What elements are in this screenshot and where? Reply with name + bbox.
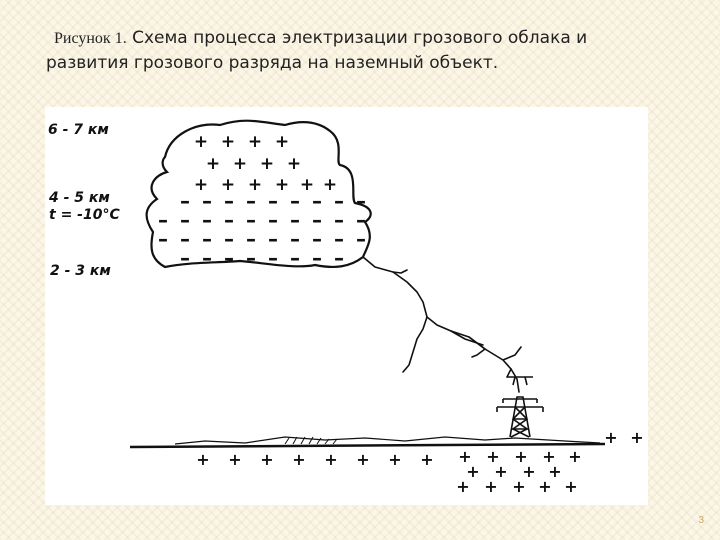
altitude-label-bottom: 2 - 3 км bbox=[50, 263, 111, 279]
negative-charge: – bbox=[246, 208, 256, 232]
figure-label: Рисунок 1. bbox=[54, 30, 127, 47]
positive-charge: + bbox=[274, 175, 290, 195]
negative-charge: – bbox=[202, 189, 212, 213]
positive-charge-ground: + bbox=[548, 462, 562, 481]
positive-charge: + bbox=[220, 132, 236, 152]
negative-charge: – bbox=[158, 208, 168, 232]
positive-charge: + bbox=[259, 154, 275, 174]
page-number: 3 bbox=[698, 515, 704, 526]
negative-charge: – bbox=[224, 208, 234, 232]
positive-charge-ground: + bbox=[324, 450, 338, 469]
negative-charge: – bbox=[290, 208, 300, 232]
positive-charge-ground: + bbox=[228, 450, 242, 469]
figure-caption bbox=[46, 26, 666, 76]
negative-charge: – bbox=[334, 246, 344, 270]
altitude-label-mid: 4 - 5 км bbox=[49, 190, 110, 206]
positive-charge-ground: + bbox=[356, 450, 370, 469]
positive-charge: + bbox=[193, 132, 209, 152]
negative-charge: – bbox=[290, 246, 300, 270]
positive-charge-ground: + bbox=[292, 450, 306, 469]
negative-charge: – bbox=[334, 189, 344, 213]
negative-charge: – bbox=[312, 246, 322, 270]
negative-charge: – bbox=[158, 227, 168, 251]
negative-charge: – bbox=[312, 208, 322, 232]
negative-charge: – bbox=[312, 189, 322, 213]
positive-charge-ground: + bbox=[542, 447, 556, 466]
positive-charge-ground: + bbox=[388, 450, 402, 469]
negative-charge: – bbox=[180, 208, 190, 232]
positive-charge-ground: + bbox=[514, 447, 528, 466]
positive-charge-ground: + bbox=[564, 477, 578, 496]
negative-charge: – bbox=[356, 208, 366, 232]
positive-charge: + bbox=[247, 175, 263, 195]
negative-charge: – bbox=[202, 208, 212, 232]
negative-charge: – bbox=[356, 227, 366, 251]
altitude-label-top: 6 - 7 км bbox=[48, 122, 109, 138]
positive-charge: + bbox=[247, 132, 263, 152]
positive-charge-ground: + bbox=[458, 447, 472, 466]
positive-charge: + bbox=[232, 154, 248, 174]
positive-charge: + bbox=[274, 132, 290, 152]
positive-charge-ground: + bbox=[420, 450, 434, 469]
temperature-label: t = -10°C bbox=[49, 207, 120, 223]
negative-charge: – bbox=[356, 189, 366, 213]
positive-charge: + bbox=[299, 175, 315, 195]
transmission-tower bbox=[497, 377, 543, 437]
thundercloud-diagram bbox=[45, 107, 648, 505]
negative-charge: – bbox=[180, 189, 190, 213]
negative-charge: – bbox=[268, 208, 278, 232]
negative-charge: – bbox=[290, 227, 300, 251]
negative-charge: – bbox=[180, 227, 190, 251]
negative-charge: – bbox=[246, 189, 256, 213]
negative-charge: – bbox=[312, 227, 322, 251]
positive-charge: + bbox=[205, 154, 221, 174]
negative-charge: – bbox=[290, 189, 300, 213]
positive-charge-ground: + bbox=[196, 450, 210, 469]
positive-charge: + bbox=[286, 154, 302, 174]
positive-charge-ground: + bbox=[568, 447, 582, 466]
positive-charge-ground: + bbox=[538, 477, 552, 496]
negative-charge: – bbox=[202, 246, 212, 270]
positive-charge: + bbox=[193, 175, 209, 195]
negative-charge: – bbox=[202, 227, 212, 251]
positive-charge-ground: + bbox=[466, 462, 480, 481]
negative-charge: – bbox=[246, 227, 256, 251]
negative-charge: – bbox=[334, 208, 344, 232]
negative-charge: – bbox=[224, 189, 234, 213]
positive-charge-ground: + bbox=[456, 477, 470, 496]
negative-charge: – bbox=[334, 227, 344, 251]
positive-charge-ground: + bbox=[486, 447, 500, 466]
positive-charge: + bbox=[322, 175, 338, 195]
negative-charge: – bbox=[268, 189, 278, 213]
positive-charge-ground: + bbox=[260, 450, 274, 469]
positive-charge-ground: + bbox=[484, 477, 498, 496]
caption-text: Схема процесса электризации грозового облака и развития грозового разряда на наземный объект. bbox=[46, 28, 588, 73]
negative-charge: – bbox=[224, 246, 234, 270]
negative-charge: – bbox=[246, 246, 256, 270]
positive-charge-ground: + bbox=[494, 462, 508, 481]
positive-charge: + bbox=[220, 175, 236, 195]
positive-charge-ground: + bbox=[512, 477, 526, 496]
negative-charge: – bbox=[268, 246, 278, 270]
ground-line bbox=[130, 437, 605, 447]
positive-charge-ground: + bbox=[604, 428, 618, 447]
lightning-bolt bbox=[363, 257, 521, 392]
positive-charge-ground: + bbox=[630, 428, 644, 447]
positive-charge-ground: + bbox=[522, 462, 536, 481]
negative-charge: – bbox=[180, 246, 190, 270]
negative-charge: – bbox=[224, 227, 234, 251]
negative-charge: – bbox=[268, 227, 278, 251]
